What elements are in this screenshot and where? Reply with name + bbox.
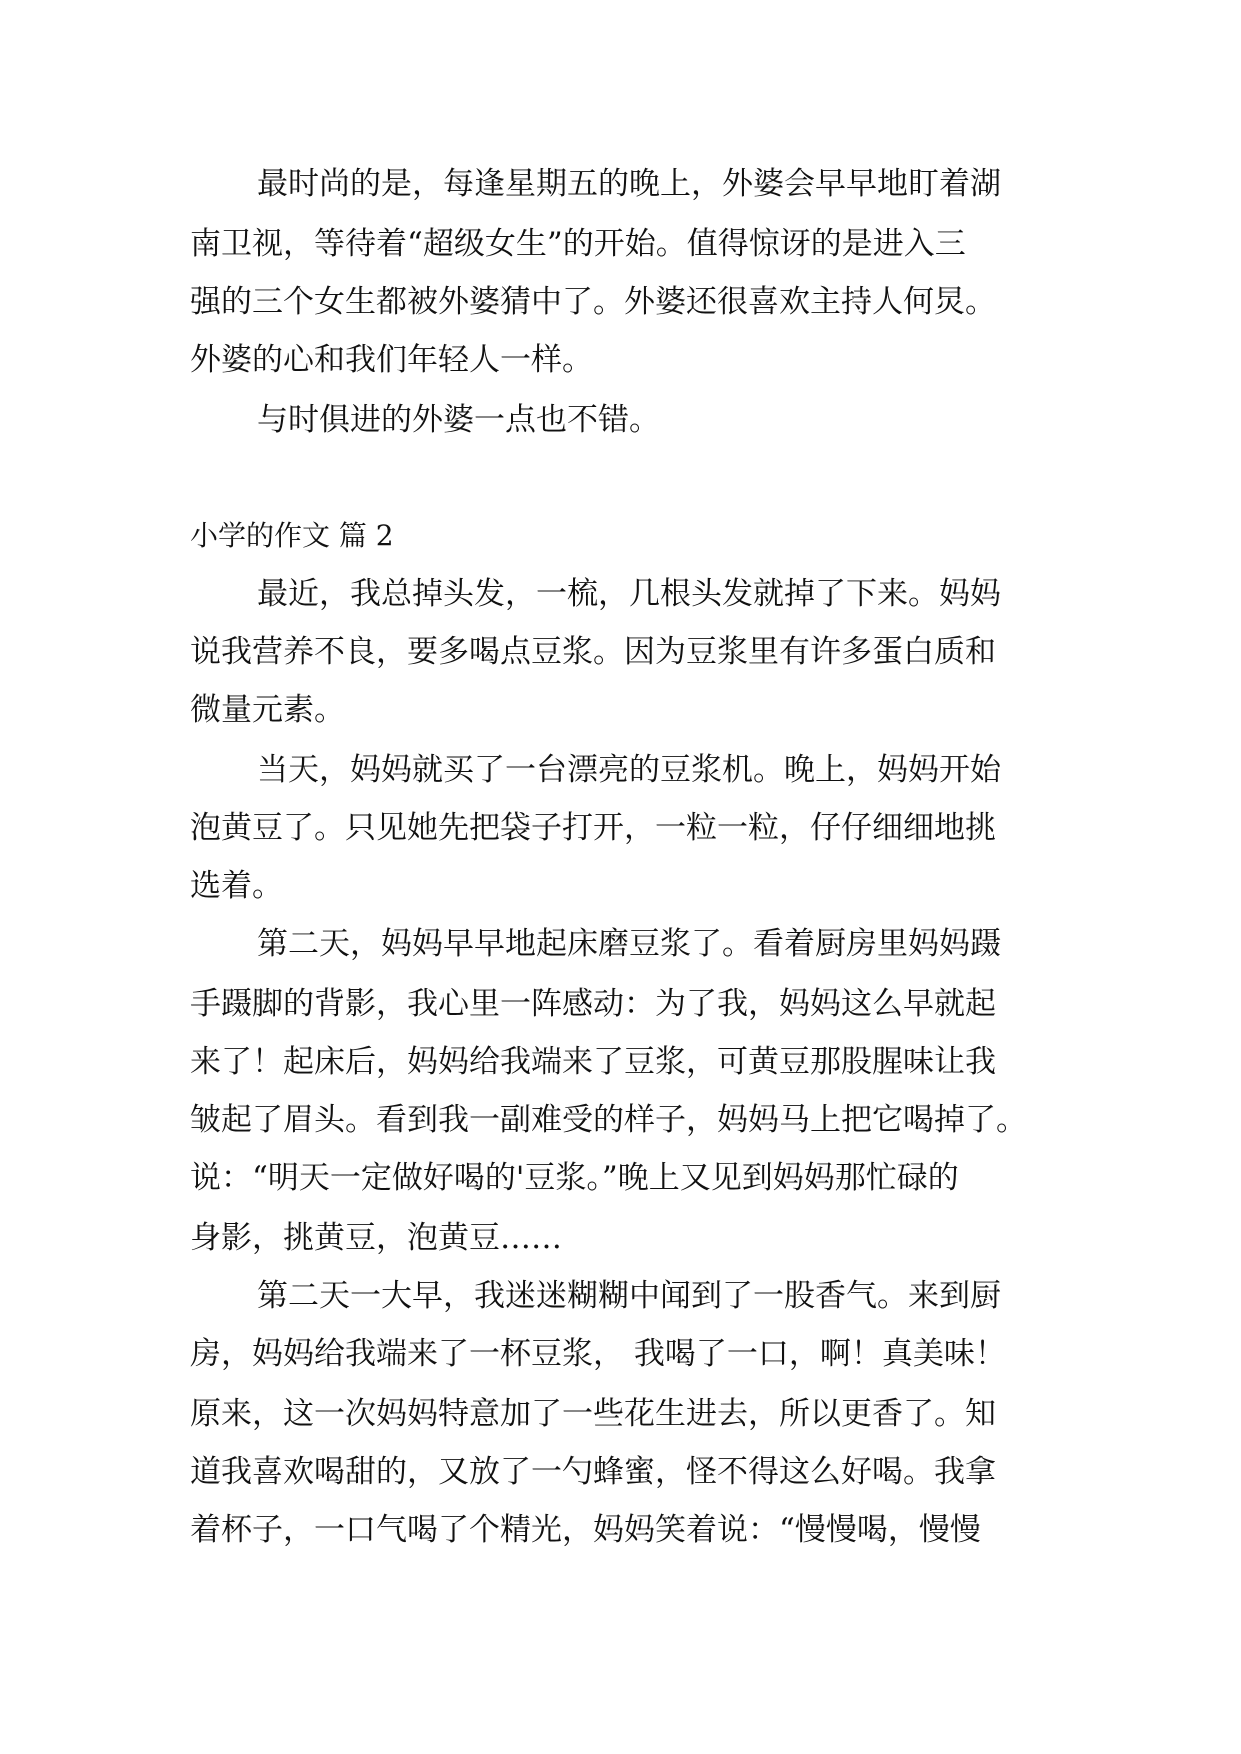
section-title: 小学的作文 篇 2 [190,519,394,552]
text-line: 第二天，妈妈早早地起床磨豆浆了。看着厨房里妈妈蹑 [257,926,1001,962]
text-line: 最时尚的是，每逢星期五的晚上，外婆会早早地盯着湖 [257,166,1001,202]
text-line: 房，妈妈给我端来了一杯豆浆， 我喝了一口，啊！真美味！ [190,1336,1006,1372]
text-line: 身影，挑黄豆，泡黄豆…… [190,1220,562,1256]
text-line: 当天，妈妈就买了一台漂亮的豆浆机。晚上，妈妈开始 [257,752,1001,788]
text-line: 来了！起床后，妈妈给我端来了豆浆，可黄豆那股腥味让我 [190,1044,996,1080]
text-line: 微量元素。 [190,692,345,728]
text-line: 原来，这一次妈妈特意加了一些花生进去，所以更香了。知 [190,1396,996,1432]
text-line: 第二天一大早，我迷迷糊糊中闻到了一股香气。来到厨 [257,1278,1001,1314]
text-line: 道我喜欢喝甜的，又放了一勺蜂蜜，怪不得这么好喝。我拿 [190,1454,996,1490]
text-line: 强的三个女生都被外婆猜中了。外婆还很喜欢主持人何炅。 [190,284,996,320]
text-line: 说我营养不良，要多喝点豆浆。因为豆浆里有许多蛋白质和 [190,634,996,670]
text-line: 手蹑脚的背影，我心里一阵感动：为了我，妈妈这么早就起 [190,986,996,1022]
text-line: 说：“明天一定做好喝的'豆浆。”晚上又见到妈妈那忙碌的 [190,1160,959,1196]
text-line: 与时俱进的外婆一点也不错。 [257,402,660,438]
text-line: 外婆的心和我们年轻人一样。 [190,342,593,378]
text-line: 着杯子，一口气喝了个精光，妈妈笑着说：“慢慢喝，慢慢 [190,1512,981,1548]
text-line: 选着。 [190,868,283,904]
text-line: 南卫视，等待着“超级女生”的开始。值得惊讶的是进入三 [190,226,966,262]
text-line: 皱起了眉头。看到我一副难受的样子，妈妈马上把它喝掉了。 [190,1102,1027,1138]
text-line: 泡黄豆了。只见她先把袋子打开，一粒一粒，仔仔细细地挑 [190,810,996,846]
text-line: 最近，我总掉头发，一梳，几根头发就掉了下来。妈妈 [257,576,1001,612]
